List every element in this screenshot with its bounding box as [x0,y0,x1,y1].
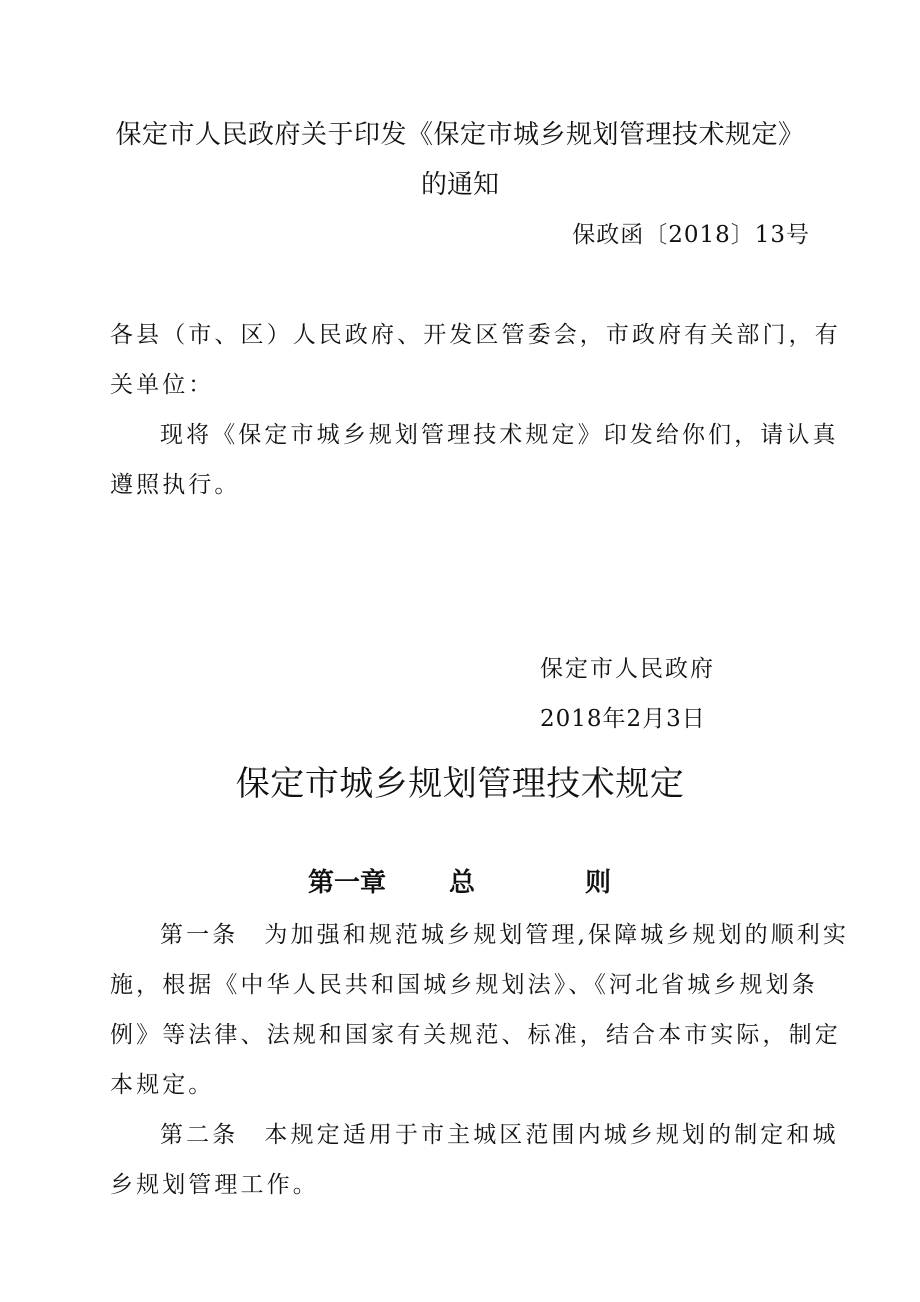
signing-date: 2018年2月3日 [540,706,706,732]
article2-line1: 第二条 本规定适用于市主城区范围内城乡规划的制定和城 [160,1122,839,1148]
addressee-line1: 各县（市、区）人民政府、开发区管委会，市政府有关部门，有 [110,322,841,348]
chapter-number: 第一章 [308,868,387,898]
article1-line3: 例》等法律、法规和国家有关规范、标准，结合本市实际，制定 [110,1022,841,1048]
chapter-title-char2: 则 [585,868,612,898]
notice-title-line2: 的通知 [420,170,499,200]
notice-title-line1: 保定市人民政府关于印发《保定市城乡规划管理技术规定》 [115,120,805,150]
regulation-title: 保定市城乡规划管理技术规定 [235,764,685,804]
signer-organization: 保定市人民政府 [540,656,715,682]
notice-body-line1: 现将《保定市城乡规划管理技术规定》印发给你们，请认真 [160,422,839,448]
article1-line4: 本规定。 [110,1072,215,1098]
article1-line2: 施，根据《中华人民共和国城乡规划法》、《河北省城乡规划条 [110,972,818,998]
chapter-title-char1: 总 [449,868,476,898]
article2-line2: 乡规划管理工作。 [110,1172,319,1198]
notice-body-line2: 遵照执行。 [110,472,241,498]
document-number: 保政函〔2018〕13号 [572,222,810,248]
addressee-line2: 关单位： [110,372,215,398]
article1-line1: 第一条 为加强和规范城乡规划管理,保障城乡规划的顺利实 [160,922,850,948]
